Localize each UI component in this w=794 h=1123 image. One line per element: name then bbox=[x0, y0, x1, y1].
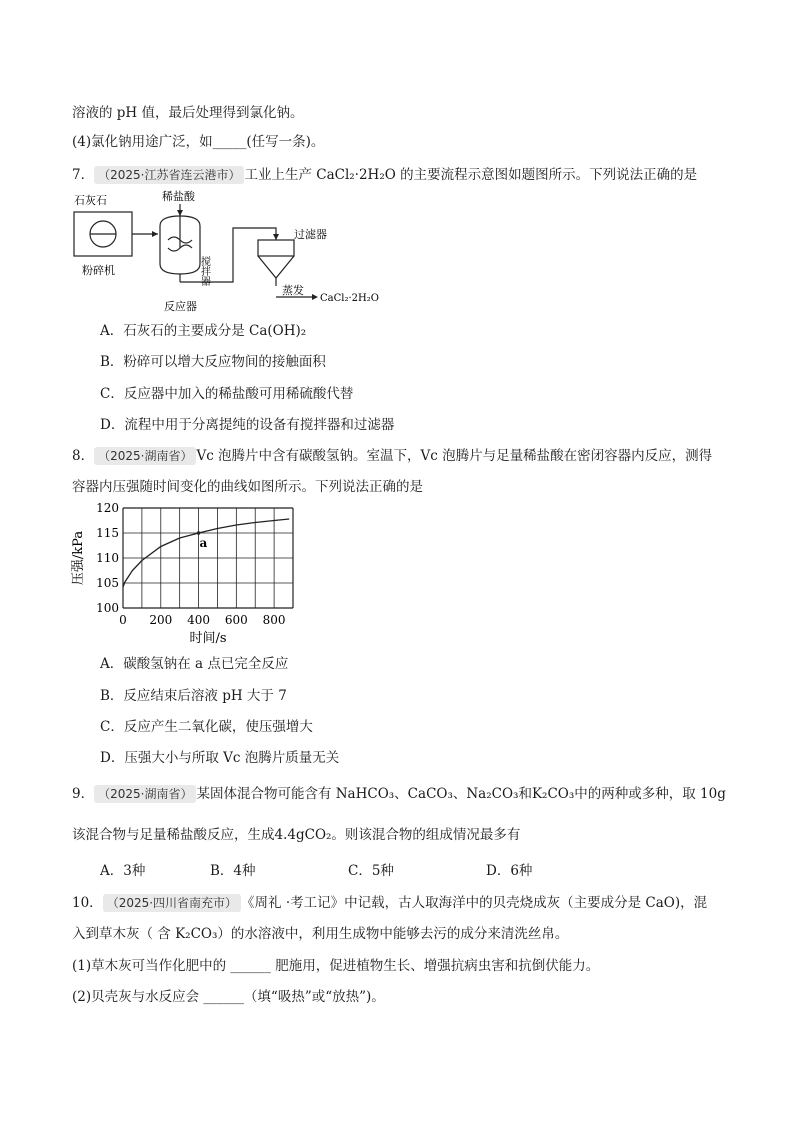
option-b: B．4种 bbox=[210, 863, 256, 879]
option-c: C．反应器中加入的稀盐酸可用稀硫酸代替 bbox=[100, 386, 354, 402]
question-9-stem bbox=[72, 785, 726, 803]
source-tag: （2025·四川省南充市） bbox=[103, 894, 241, 912]
sub-question-1: (1)草木灰可当作化肥中的 ______ 肥施用，促进植物生长、增强抗病虫害和抗倒伏能力。 bbox=[72, 958, 600, 974]
sub-question-2: (2)贝壳灰与水反应会 ______（填“吸热”或“放热”)。 bbox=[72, 989, 385, 1005]
question-text: Vc 泡腾片中含有碳酸氢钠。室温下，Vc 泡腾片与足量稀盐酸在密闭容器内反应，测得 bbox=[196, 448, 713, 464]
label-crusher: 粉碎机 bbox=[82, 264, 115, 277]
filter-box bbox=[258, 240, 294, 256]
option-a: A．3种 bbox=[100, 863, 146, 879]
point-a-label: a bbox=[199, 536, 208, 550]
option-d: D．流程中用于分离提纯的设备有搅拌器和过滤器 bbox=[100, 417, 395, 433]
pressure-time-chart bbox=[68, 498, 308, 648]
option-a: A．碳酸氢钠在 a 点已完全反应 bbox=[100, 656, 289, 672]
option-d: D．6种 bbox=[486, 863, 533, 879]
y-tick-label: 105 bbox=[96, 576, 119, 590]
label-acid: 稀盐酸 bbox=[162, 190, 195, 203]
question-7-stem bbox=[72, 166, 697, 184]
question-text: 容器内压强随时间变化的曲线如图所示。下列说法正确的是 bbox=[72, 479, 423, 495]
question-text: 该混合物与足量稀盐酸反应，生成4.4gCO₂。则该混合物的组成情况最多有 bbox=[72, 827, 521, 843]
source-tag: （2025·湖南省） bbox=[94, 447, 196, 465]
question-text: 《周礼 ·考工记》中记载，古人取海洋中的贝壳烧成灰（主要成分是 CaO)，混 bbox=[241, 895, 708, 911]
question-number: 9． bbox=[72, 786, 95, 802]
flow-arrow bbox=[180, 228, 276, 282]
x-tick-label: 800 bbox=[262, 613, 286, 627]
question-text: 入到草木灰（ 含 K₂CO₃）的水溶液中，利用生成物中能够去污的成分来清洗丝帛。 bbox=[72, 926, 569, 942]
source-tag: （2025·江苏省连云港市） bbox=[94, 166, 244, 184]
option-b: B．粉碎可以增大反应物间的接触面积 bbox=[100, 354, 326, 370]
question-number: 8． bbox=[72, 448, 95, 464]
question-8-stem bbox=[72, 447, 712, 465]
option-d: D．压强大小与所取 Vc 泡腾片质量无关 bbox=[100, 750, 340, 766]
process-flow-diagram bbox=[68, 190, 408, 312]
question-number: 7． bbox=[72, 167, 95, 183]
x-tick-label: 400 bbox=[187, 613, 211, 627]
text-line: (4)氯化钠用途广泛，如_____(任写一条)。 bbox=[72, 134, 325, 150]
x-tick-label: 200 bbox=[149, 613, 173, 627]
x-axis-label: 时间/s bbox=[189, 631, 227, 646]
source-tag: （2025·湖南省） bbox=[94, 785, 196, 803]
y-tick-label: 110 bbox=[96, 551, 119, 565]
y-tick-label: 120 bbox=[96, 501, 119, 515]
option-c: C．5种 bbox=[348, 863, 394, 879]
y-tick-label: 115 bbox=[96, 526, 119, 540]
option-c: C．反应产生二氧化碳，使压强增大 bbox=[100, 719, 313, 735]
x-tick-label: 0 bbox=[119, 613, 127, 627]
option-b: B．反应结束后溶液 pH 大于 7 bbox=[100, 688, 287, 704]
label-filter: 过滤器 bbox=[294, 228, 327, 241]
x-tick-label: 600 bbox=[224, 613, 248, 627]
series-line bbox=[123, 519, 289, 587]
question-text: 某固体混合物可能含有 NaHCO₃、CaCO₃、Na₂CO₃和K₂CO₃中的两种或多种，取 10g bbox=[196, 786, 726, 802]
label-limestone: 石灰石 bbox=[74, 194, 107, 207]
text-line: 溶液的 pH 值，最后处理得到氯化钠。 bbox=[72, 105, 304, 121]
label-evaporate: 蒸发 bbox=[282, 284, 304, 297]
label-product: CaCl₂·2H₂O bbox=[320, 293, 379, 304]
question-10-stem bbox=[72, 894, 707, 912]
option-a: A．石灰石的主要成分是 Ca(OH)₂ bbox=[100, 323, 307, 339]
label-reactor: 反应器 bbox=[164, 300, 197, 312]
question-text: 工业上生产 CaCl₂·2H₂O 的主要流程示意图如题图所示。下列说法正确的是 bbox=[244, 167, 698, 183]
label-stirrer: 搅拌器 bbox=[198, 256, 210, 286]
point-a bbox=[197, 531, 201, 535]
y-axis-label: 压强/kPa bbox=[71, 530, 86, 586]
question-number: 10． bbox=[72, 895, 103, 911]
y-tick-label: 100 bbox=[96, 601, 119, 615]
